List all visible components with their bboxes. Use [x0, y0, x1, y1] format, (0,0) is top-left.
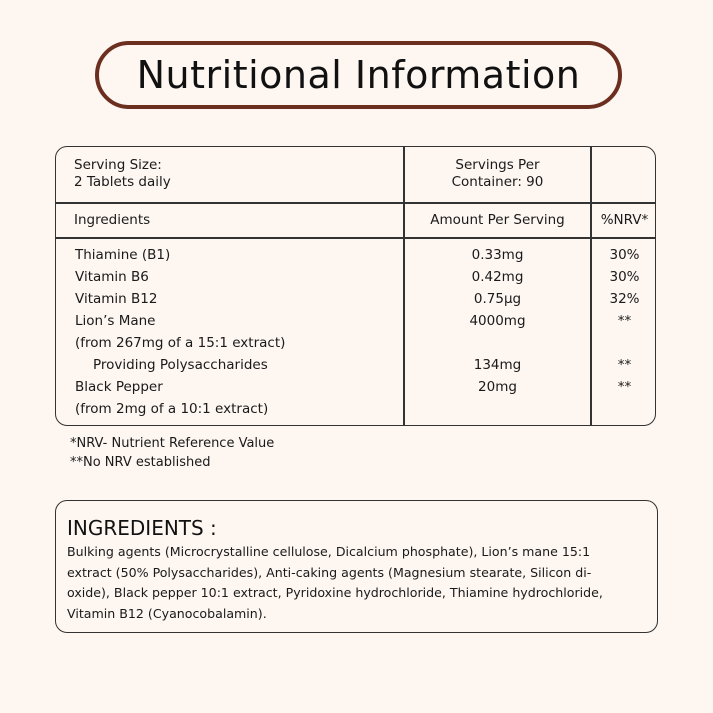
servings-per-label: Servings Per [455, 157, 540, 173]
row-amount: 134mg [473, 357, 522, 373]
header-amount: Amount Per Serving [430, 212, 565, 228]
row-amount: 0.33mg [471, 247, 524, 263]
header-ingredients: Ingredients [74, 212, 151, 228]
row-name-note: (from 267mg of a 15:1 extract) [75, 335, 286, 351]
ingredients-heading: INGREDIENTS : [67, 516, 217, 540]
serving-size-label: Serving Size: [74, 157, 162, 173]
row-name: Thiamine (B1) [75, 247, 171, 263]
serving-size [74, 157, 171, 191]
ingredients-line: extract (50% Polysaccharides), Anti-caking agents (Magnesium stearate, Silicon di- [67, 564, 592, 580]
row-nrv: 32% [609, 291, 640, 307]
row-name: Providing Polysaccharides [93, 357, 268, 373]
footnotes [70, 434, 274, 472]
ingredients-text [67, 542, 645, 624]
serving-size-value: 2 Tablets daily [74, 174, 171, 190]
row-amount: 20mg [478, 379, 517, 395]
row-divider [56, 237, 655, 239]
row-nrv: 30% [609, 247, 640, 263]
row-amount: 4000mg [469, 313, 526, 329]
row-nrv: ** [617, 379, 632, 395]
row-amount: 0.42mg [471, 269, 524, 285]
row-nrv: ** [617, 313, 632, 329]
row-name: Lion’s Mane [75, 313, 156, 329]
servings-per-value: Container: 90 [451, 174, 544, 190]
ingredients-line: oxide), Black pepper 10:1 extract, Pyridoxine hydrochloride, Thiamine hydrochloride, [67, 585, 603, 600]
footnote-nrv: *NRV- Nutrient Reference Value [70, 436, 275, 451]
footnote-no-nrv: **No NRV established [70, 455, 211, 470]
row-name: Black Pepper [75, 379, 163, 395]
ingredients-line: Bulking agents (Microcrystalline cellulose, Dicalcium phosphate), Lion’s mane 15:1 [67, 544, 591, 559]
row-nrv: ** [617, 357, 632, 373]
page-title [95, 41, 622, 109]
row-divider [56, 202, 655, 204]
ingredients-line: Vitamin B12 (Cyanocobalamin). [67, 605, 267, 621]
row-nrv: 30% [609, 269, 640, 285]
row-name: Vitamin B6 [75, 269, 149, 285]
ingredients-box [55, 500, 658, 633]
page-title-text: Nutritional Information [136, 53, 581, 97]
row-amount: 0.75µg [473, 291, 522, 307]
nutrition-table [55, 146, 656, 426]
header-nrv: %NRV* [600, 212, 649, 228]
row-name-note: (from 2mg of a 10:1 extract) [75, 401, 269, 417]
row-name: Vitamin B12 [75, 291, 158, 307]
servings-per-container [405, 157, 590, 191]
